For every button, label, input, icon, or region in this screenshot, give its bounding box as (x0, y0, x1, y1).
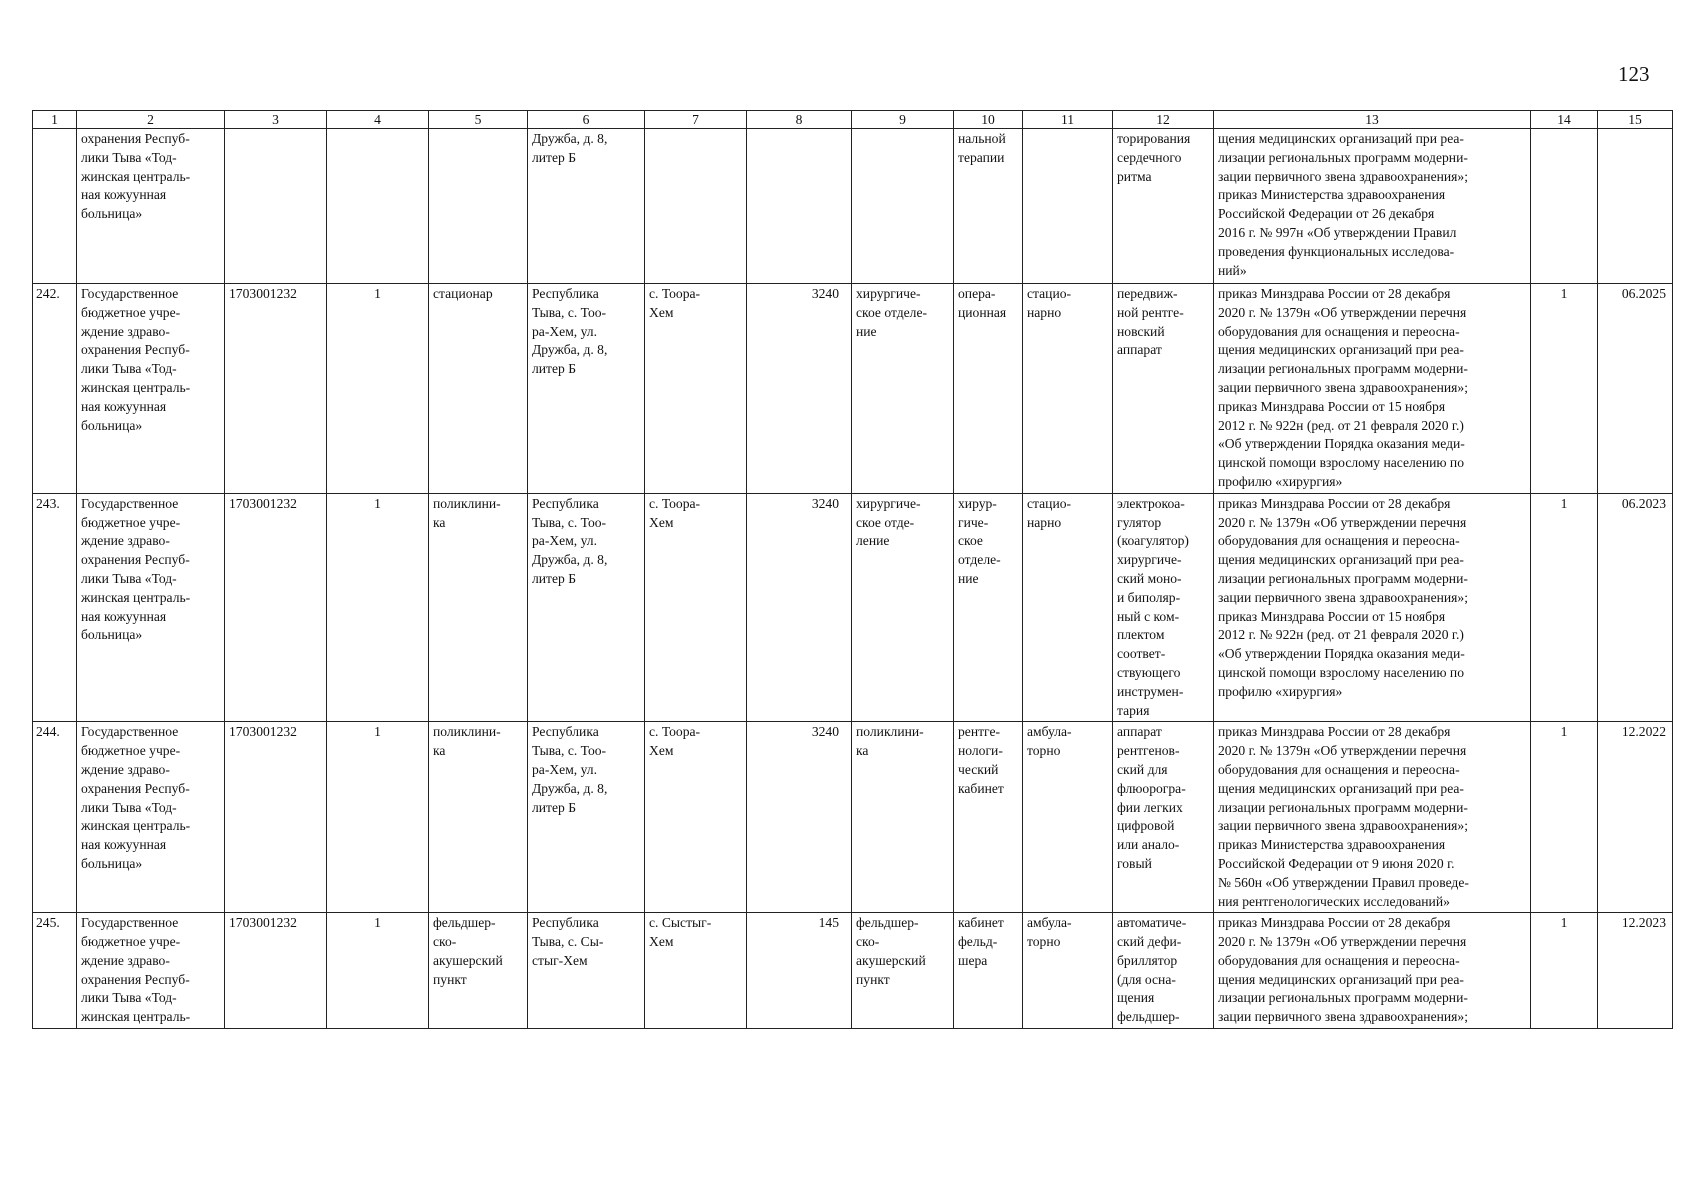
date-cell (1598, 129, 1673, 284)
column-number: 13 (1214, 111, 1531, 129)
quantity-cell: 1 (1531, 913, 1598, 1029)
settlement-cell: с. Тоора- Хем (645, 722, 747, 913)
column-number: 8 (747, 111, 852, 129)
department-cell: фельдшер- ско- акушерский пункт (852, 913, 954, 1029)
institution-cell: Государственное бюджетное учре- ждение здраво- охранения Респуб- лики Тыва «Тод- жинская централь- (77, 913, 225, 1029)
column-number: 14 (1531, 111, 1598, 129)
row-number-cell (33, 129, 77, 284)
row-number-cell: 242. (33, 284, 77, 494)
room-cell: опера- ционная (954, 284, 1023, 494)
quantity-cell: 1 (1531, 722, 1598, 913)
address-cell: Дружба, д. 8, литер Б (528, 129, 645, 284)
column-number: 4 (327, 111, 429, 129)
count-cell: 1 (327, 722, 429, 913)
table-row (33, 129, 1673, 284)
date-cell: 12.2023 (1598, 913, 1673, 1029)
inn-cell: 1703001232 (225, 913, 327, 1029)
count-cell: 1 (327, 493, 429, 722)
column-number-row (33, 111, 1673, 129)
equipment-cell: автоматиче- ский дефи- бриллятор (для осна- щения фельдшер- (1113, 913, 1214, 1029)
address-cell: Республика Тыва, с. Сы- стыг-Хем (528, 913, 645, 1029)
inn-cell (225, 129, 327, 284)
column-number: 6 (528, 111, 645, 129)
quantity-cell: 1 (1531, 284, 1598, 494)
column-number: 12 (1113, 111, 1214, 129)
quantity-cell: 1 (1531, 493, 1598, 722)
division-type-cell: поликлини- ка (429, 493, 528, 722)
equipment-cell: электрокоа- гулятор (коагулятор) хирургиче- ский моно- и биполяр- ный с ком- плектом соответ- ствующего инструмен- тария (1113, 493, 1214, 722)
equipment-cell: аппарат рентгенов- ский для флюорогра- фии легких цифровой или анало- говый (1113, 722, 1214, 913)
legal-basis-cell: щения медицинских организаций при реа- лизации региональных программ модерни- зации первичного звена здравоохранения»; приказ Министерства здравоохранения Российской Федерации от 26 декабря 2016 г. № 997н «Об утверждении Правил проведения функциональных исследова- ний» (1214, 129, 1531, 284)
table-row (33, 722, 1673, 913)
care-form-cell: стацио- нарно (1023, 493, 1113, 722)
column-number: 15 (1598, 111, 1673, 129)
population-cell (747, 129, 852, 284)
equipment-cell: передвиж- ной рентге- новский аппарат (1113, 284, 1214, 494)
table-row (33, 284, 1673, 494)
column-number: 1 (33, 111, 77, 129)
count-cell (327, 129, 429, 284)
quantity-cell (1531, 129, 1598, 284)
table-row (33, 913, 1673, 1029)
date-cell: 06.2023 (1598, 493, 1673, 722)
legal-basis-cell: приказ Минздрава России от 28 декабря 2020 г. № 1379н «Об утверждении перечня оборудования для оснащения и переосна- щения медицинских организаций при реа- лизации региональных программ модерни- зации первичного звена здравоохранения»; (1214, 913, 1531, 1029)
address-cell: Республика Тыва, с. Тоо- ра-Хем, ул. Дружба, д. 8, литер Б (528, 493, 645, 722)
table-row (33, 493, 1673, 722)
inn-cell: 1703001232 (225, 493, 327, 722)
care-form-cell: стацио- нарно (1023, 284, 1113, 494)
room-cell: рентге- нологи- ческий кабинет (954, 722, 1023, 913)
equipment-cell: торирования сердечного ритма (1113, 129, 1214, 284)
address-cell: Республика Тыва, с. Тоо- ра-Хем, ул. Дружба, д. 8, литер Б (528, 722, 645, 913)
institution-cell: Государственное бюджетное учре- ждение здраво- охранения Респуб- лики Тыва «Тод- жинская централь- ная кожуунная больница» (77, 722, 225, 913)
department-cell: поликлини- ка (852, 722, 954, 913)
department-cell (852, 129, 954, 284)
address-cell: Республика Тыва, с. Тоо- ра-Хем, ул. Дружба, д. 8, литер Б (528, 284, 645, 494)
division-type-cell: стационар (429, 284, 528, 494)
room-cell: нальной терапии (954, 129, 1023, 284)
column-number: 11 (1023, 111, 1113, 129)
room-cell: кабинет фельд- шера (954, 913, 1023, 1029)
population-cell: 3240 (747, 722, 852, 913)
settlement-cell: с. Тоора- Хем (645, 284, 747, 494)
page-number: 123 (1618, 62, 1650, 86)
equipment-table (32, 110, 1673, 1029)
population-cell: 145 (747, 913, 852, 1029)
count-cell: 1 (327, 284, 429, 494)
inn-cell: 1703001232 (225, 284, 327, 494)
division-type-cell: поликлини- ка (429, 722, 528, 913)
column-number: 3 (225, 111, 327, 129)
department-cell: хирургиче- ское отде- ление (852, 493, 954, 722)
column-number: 9 (852, 111, 954, 129)
institution-cell: охранения Респуб- лики Тыва «Тод- жинская централь- ная кожуунная больница» (77, 129, 225, 284)
institution-cell: Государственное бюджетное учре- ждение здраво- охранения Респуб- лики Тыва «Тод- жинская централь- ная кожуунная больница» (77, 284, 225, 494)
division-type-cell (429, 129, 528, 284)
settlement-cell: с. Сыстыг- Хем (645, 913, 747, 1029)
settlement-cell: с. Тоора- Хем (645, 493, 747, 722)
count-cell: 1 (327, 913, 429, 1029)
division-type-cell: фельдшер- ско- акушерский пункт (429, 913, 528, 1029)
care-form-cell (1023, 129, 1113, 284)
population-cell: 3240 (747, 493, 852, 722)
legal-basis-cell: приказ Минздрава России от 28 декабря 2020 г. № 1379н «Об утверждении перечня оборудования для оснащения и переосна- щения медицинских организаций при реа- лизации региональных программ модерни- зации первичного звена здравоохранения»; приказ Минздрава России от 15 ноября 2012 г. № 922н (ред. от 21 февраля 2020 г.) «Об утверждении Порядка оказания меди- цинской помощи взрослому населению по профилю «хирургия» (1214, 493, 1531, 722)
care-form-cell: амбула- торно (1023, 913, 1113, 1029)
legal-basis-cell: приказ Минздрава России от 28 декабря 2020 г. № 1379н «Об утверждении перечня оборудования для оснащения и переосна- щения медицинских организаций при реа- лизации региональных программ модерни- зации первичного звена здравоохранения»; приказ Министерства здравоохранения Российской Федерации от 9 июня 2020 г. № 560н «Об утверждении Правил проведе- ния рентгенологических исследований» (1214, 722, 1531, 913)
column-number: 2 (77, 111, 225, 129)
row-number-cell: 243. (33, 493, 77, 722)
settlement-cell (645, 129, 747, 284)
column-number: 10 (954, 111, 1023, 129)
column-number: 5 (429, 111, 528, 129)
row-number-cell: 245. (33, 913, 77, 1029)
date-cell: 12.2022 (1598, 722, 1673, 913)
room-cell: хирур- гиче- ское отделе- ние (954, 493, 1023, 722)
population-cell: 3240 (747, 284, 852, 494)
row-number-cell: 244. (33, 722, 77, 913)
care-form-cell: амбула- торно (1023, 722, 1113, 913)
institution-cell: Государственное бюджетное учре- ждение здраво- охранения Респуб- лики Тыва «Тод- жинская централь- ная кожуунная больница» (77, 493, 225, 722)
department-cell: хирургиче- ское отделе- ние (852, 284, 954, 494)
date-cell: 06.2025 (1598, 284, 1673, 494)
column-number: 7 (645, 111, 747, 129)
inn-cell: 1703001232 (225, 722, 327, 913)
legal-basis-cell: приказ Минздрава России от 28 декабря 2020 г. № 1379н «Об утверждении перечня оборудования для оснащения и переосна- щения медицинских организаций при реа- лизации региональных программ модерни- зации первичного звена здравоохранения»; приказ Минздрава России от 15 ноября 2012 г. № 922н (ред. от 21 февраля 2020 г.) «Об утверждении Порядка оказания меди- цинской помощи взрослому населению по профилю «хирургия» (1214, 284, 1531, 494)
